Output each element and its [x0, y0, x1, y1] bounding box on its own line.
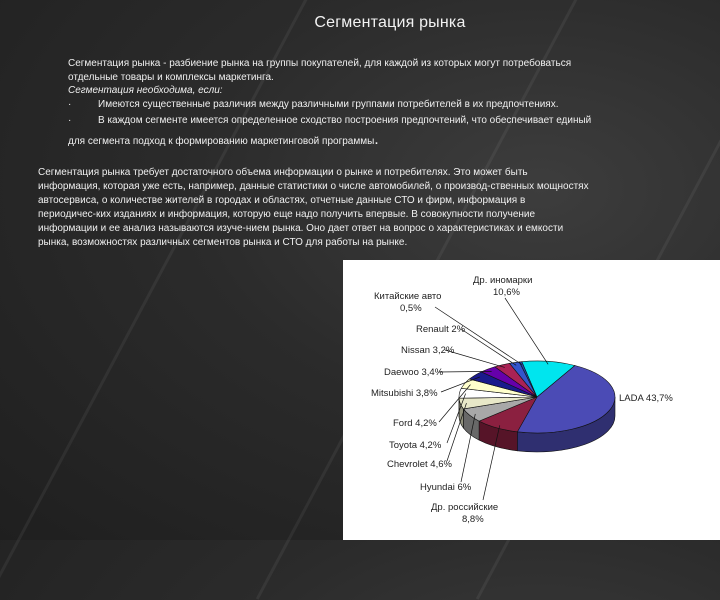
paragraph-line: рынка, возможностях различных сегментов рынка и СТО для работы на рынке.	[38, 236, 658, 250]
label-dr-inomarki-value: 10,6%	[493, 287, 520, 298]
bullet-continuation	[68, 135, 668, 149]
label-toyota: Toyota 4,2%	[389, 440, 442, 451]
label-renault: Renault 2%	[416, 324, 466, 335]
leader-line	[505, 298, 548, 364]
label-chinese-auto-value: 0,5%	[400, 303, 422, 314]
definition-text: разбиение рынка на группы покупателей, для каждой из которых могут потребоваться	[166, 58, 571, 69]
bullet-text: В каждом сегменте имеется определенное сходство построения предпочтений, что обеспечивает единый	[98, 115, 591, 126]
label-dr-inomarki: Др. иномарки	[473, 275, 532, 286]
definition-line	[68, 57, 668, 71]
label-chinese-auto: Китайские авто	[374, 291, 441, 302]
paragraph-line: Сегментация рынка требует достаточного объема информации о рынке и потребителях. Это может быть	[38, 166, 658, 180]
pie-chart-panel	[343, 260, 720, 540]
bullet-marker: ·	[68, 114, 71, 128]
label-dr-rossiyskie: Др. российские	[431, 502, 498, 513]
bullet-item	[68, 98, 668, 112]
bullet-marker: ·	[68, 98, 71, 112]
continuation-period: .	[374, 131, 378, 148]
paragraph-line: периодичес-ких изданиях и информация, которую еще надо получить впервые. В совокупности получение	[38, 208, 658, 222]
label-nissan: Nissan 3,2%	[401, 345, 455, 356]
label-lada: LADA 43,7%	[619, 393, 673, 404]
label-daewoo: Daewoo 3,4%	[384, 367, 444, 378]
continuation-text: для сегмента подход к формированию маркетинговой программы	[68, 136, 374, 147]
paragraph-line: автосервиса, о количестве жителей в городах и областях, отчетные данные СТО и фирм, информация в	[38, 194, 658, 208]
slide-title: Сегментация рынка	[0, 14, 720, 32]
leader-line	[447, 403, 466, 461]
paragraph-line: информации и ее анализ называются изуче-нием рынка. Оно дает ответ на вопрос о характеристиках и емкости	[38, 222, 658, 236]
label-hyundai: Hyundai 6%	[420, 482, 472, 493]
definition-term: Сегментация рынка -	[68, 58, 166, 69]
definition-block	[68, 57, 668, 148]
pie-chart	[343, 260, 720, 540]
label-ford: Ford 4,2%	[393, 418, 437, 429]
pie-slices	[459, 361, 615, 452]
bullet-item	[68, 114, 668, 128]
paragraph-line: информация, которая уже есть, например, данные статистики о числе автомобилей, о производ-ственных мощностях	[38, 180, 658, 194]
label-chevrolet: Chevrolet 4,6%	[387, 459, 453, 470]
necessity-heading: Сегментация необходима, если:	[68, 84, 668, 98]
label-mitsubishi: Mitsubishi 3,8%	[371, 388, 438, 399]
leader-line	[461, 329, 516, 365]
label-dr-rossiyskie-value: 8,8%	[462, 514, 484, 525]
bullet-text: Имеются существенные различия между различными группами потребителей в их предпочтениях.	[98, 99, 559, 110]
body-paragraph	[38, 166, 658, 250]
definition-text-continued: отдельные товары и комплексы маркетинга.	[68, 71, 668, 85]
